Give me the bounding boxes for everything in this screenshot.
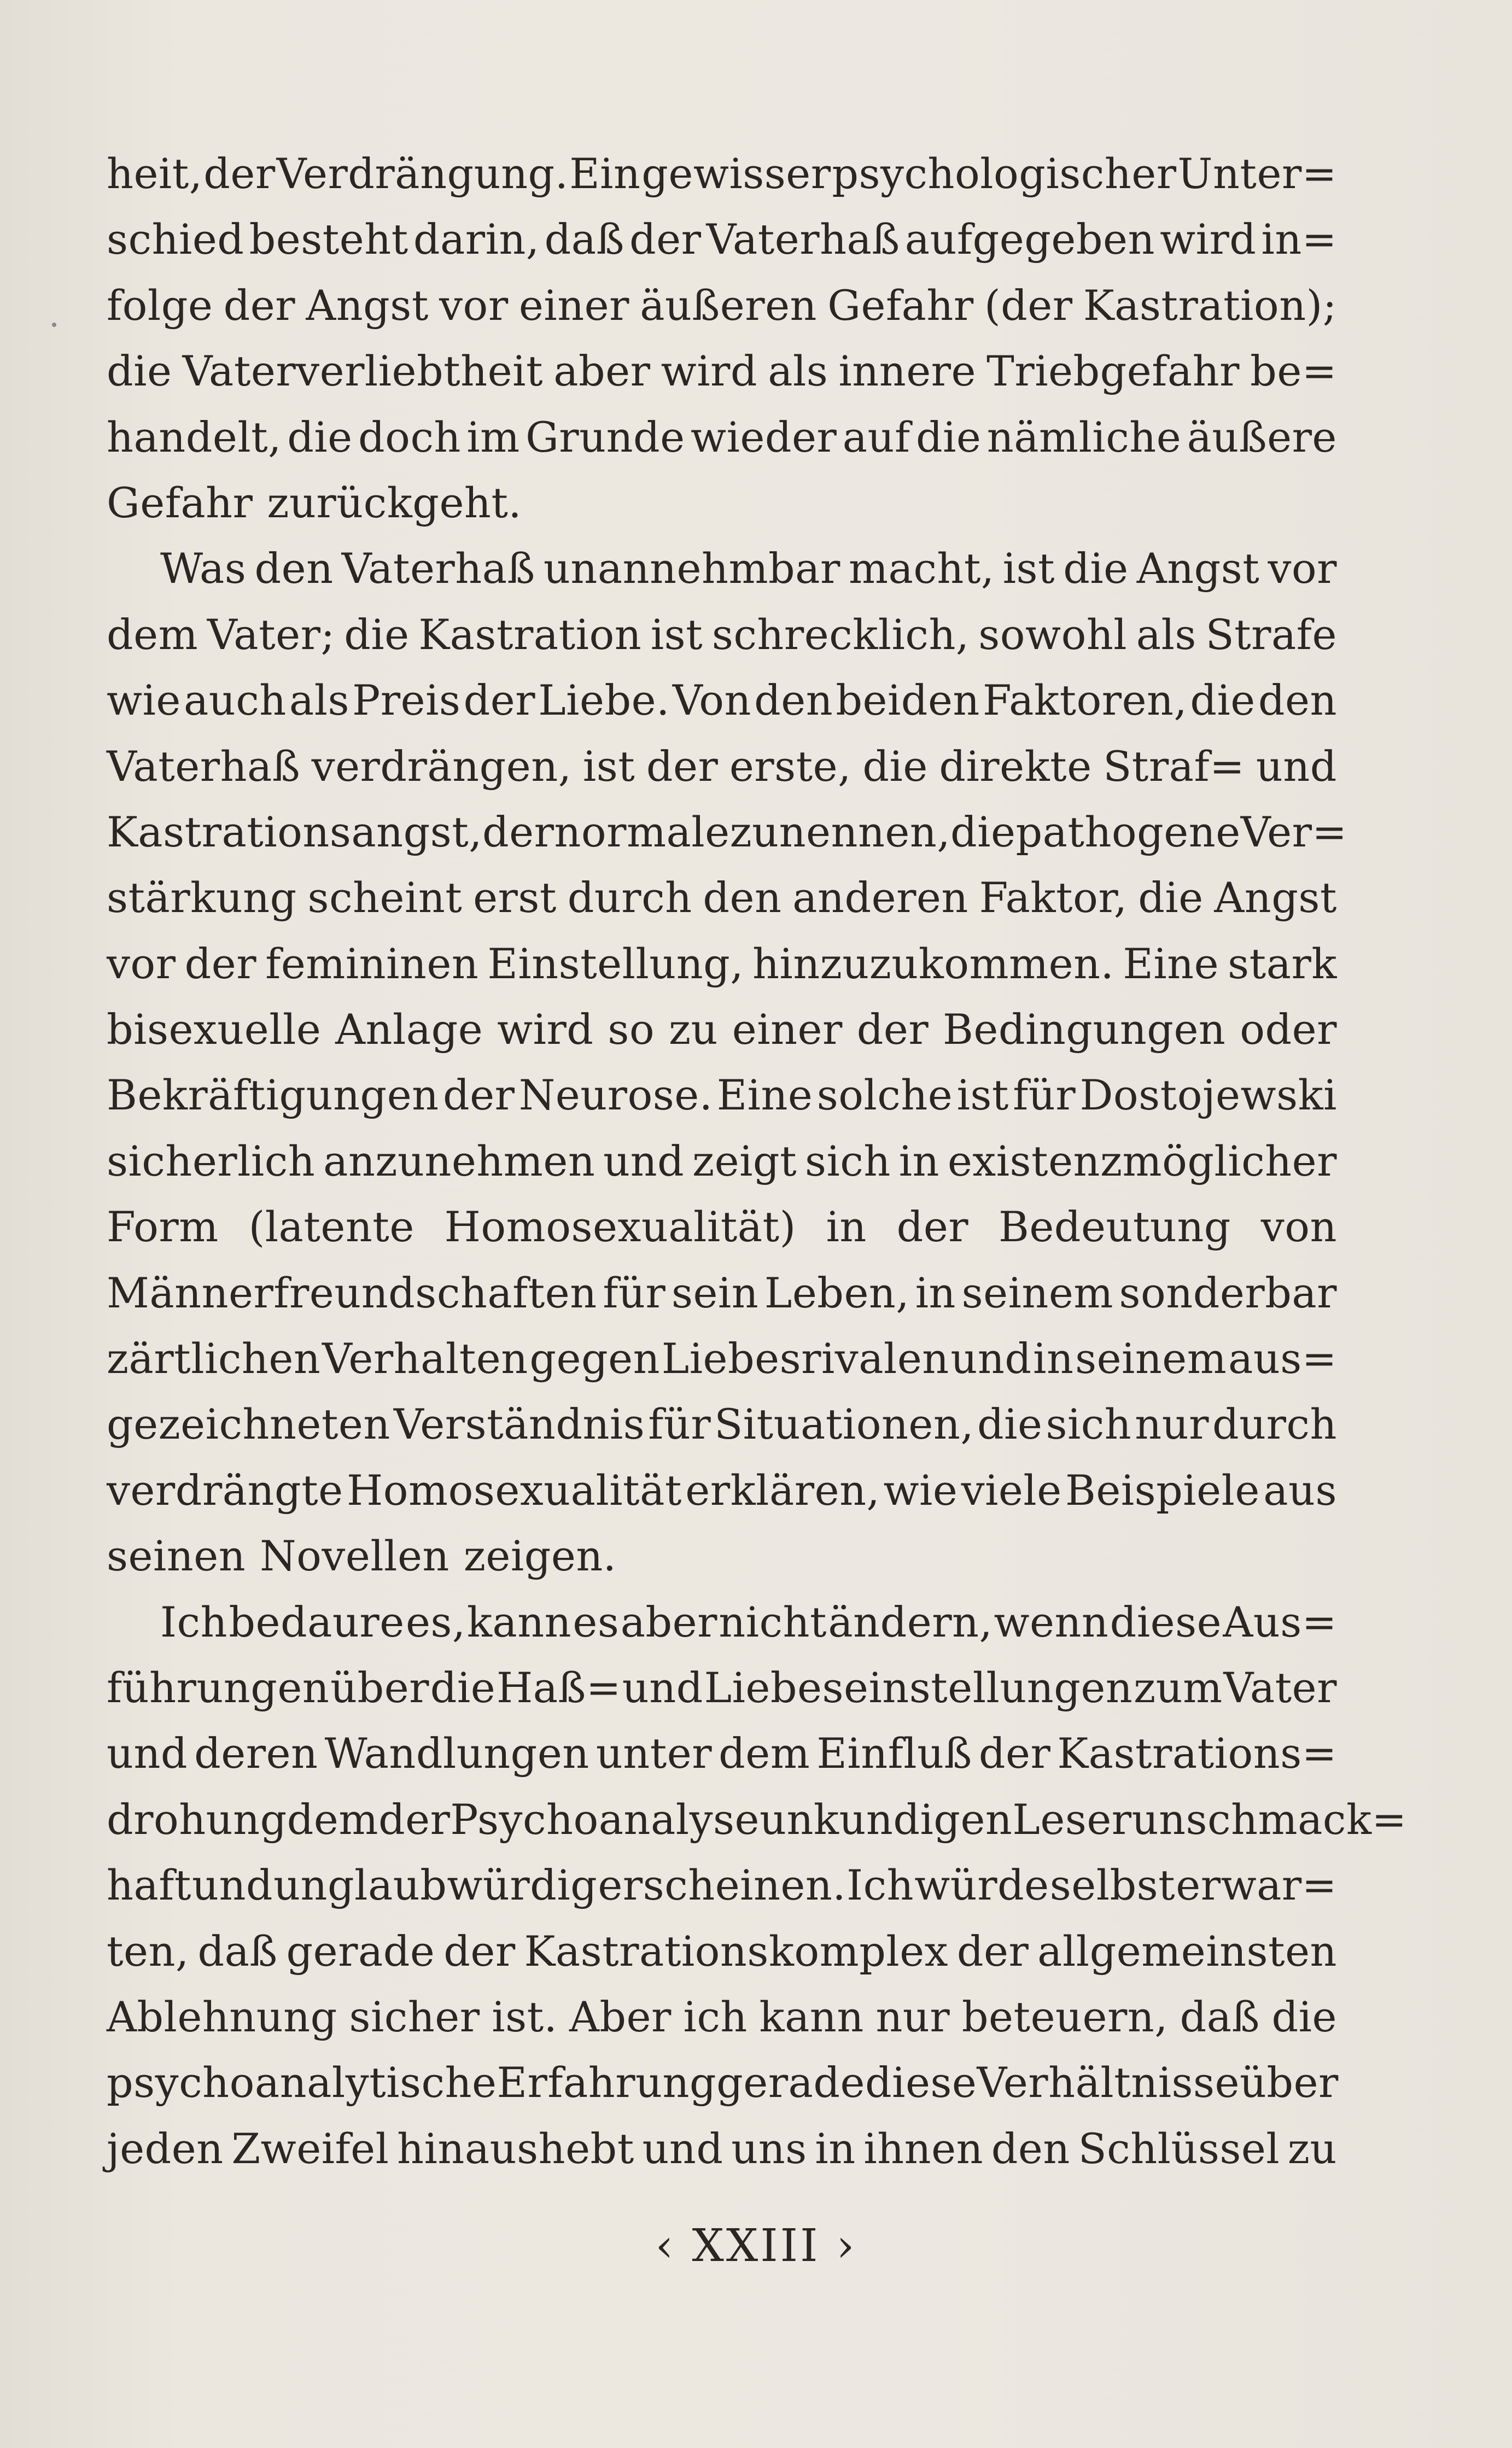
word: und (107, 1729, 188, 1778)
word: kann (759, 1992, 864, 2041)
text-line (107, 1721, 1337, 1786)
word: gerade (716, 2058, 865, 2107)
text-line (107, 1655, 1337, 1721)
word: die (1138, 873, 1204, 922)
word: äußeren (640, 281, 817, 330)
word: hinzuzukommen. (752, 939, 1114, 988)
word: Anlage (335, 1005, 483, 1054)
word: erst (473, 873, 557, 922)
word: und (622, 1663, 703, 1712)
word: in= (1261, 215, 1337, 264)
word: Vaterhaß (706, 215, 900, 264)
word: in (898, 1136, 939, 1185)
text-line (107, 1919, 1337, 1984)
word: dem (107, 610, 199, 659)
word: solche (816, 1071, 953, 1120)
text-line (107, 734, 1337, 799)
word: Homosexualität (346, 1465, 682, 1515)
word: der (184, 939, 257, 988)
word: der (442, 1071, 515, 1120)
word: Angst (306, 281, 429, 330)
word: Ablehnung (107, 1992, 337, 2041)
word: Preis (352, 676, 461, 725)
word: Was (160, 544, 247, 593)
word: für (648, 1400, 711, 1449)
word: Leser (1012, 1795, 1132, 1844)
word: der (978, 1729, 1051, 1778)
text-line (107, 2050, 1337, 2116)
word: und (1256, 741, 1337, 791)
word: zeigen. (463, 1532, 617, 1581)
word: zeigt (692, 1136, 797, 1185)
word: ist (582, 741, 635, 791)
word: Liebeseinstellungen (704, 1663, 1133, 1712)
word: dem (719, 1729, 810, 1778)
word: Männerfreundschaften (107, 1268, 597, 1317)
word: selbst (1049, 1861, 1176, 1910)
word: scheint (307, 873, 463, 922)
text-line (107, 1590, 1337, 1655)
word: aber (553, 347, 651, 396)
word: der (646, 741, 719, 791)
word: die (1063, 544, 1129, 593)
word: wie (107, 676, 181, 725)
word: sich (805, 1136, 891, 1185)
word: den (754, 676, 833, 725)
word: den (991, 2124, 1070, 2173)
word: vor (439, 281, 509, 330)
word: in (815, 2124, 856, 2173)
word: femininen (265, 939, 479, 988)
word: zurückgeht. (267, 478, 522, 527)
word: Psychoanalyse (450, 1795, 760, 1844)
text-line (107, 141, 1337, 207)
word: Erfahrung (497, 2058, 717, 2107)
word: unschmack= (1131, 1795, 1407, 1844)
word: die (977, 1400, 1043, 1449)
word: für (1013, 1071, 1076, 1120)
word: oder (1240, 1005, 1337, 1054)
word: Liebe. (538, 676, 670, 725)
word: be= (1250, 347, 1337, 396)
word: einer (518, 281, 629, 330)
word: zu (668, 1005, 718, 1054)
text-line (107, 207, 1337, 272)
word: Vaterhaß (107, 741, 301, 791)
text-line (107, 1787, 1407, 1853)
word: daß (544, 215, 624, 264)
word: bisexuelle (107, 1005, 322, 1054)
text-line (107, 1260, 1337, 1326)
word: sich (1046, 1400, 1132, 1449)
word: Kastration); (1083, 281, 1337, 330)
word: Angst (1136, 544, 1260, 593)
word: zu (1287, 2124, 1337, 2173)
word: Haß= (496, 1663, 622, 1712)
body-text (107, 141, 1407, 2182)
word: Kastration (418, 610, 642, 659)
text-line (107, 1194, 1337, 1260)
word: bedaure (229, 1597, 405, 1646)
word: den (703, 873, 782, 922)
word: es, (405, 1597, 466, 1646)
word: Aber (569, 1992, 672, 2041)
word: Einfluß (816, 1729, 972, 1778)
word: handelt, (107, 412, 282, 461)
word: als (768, 347, 828, 396)
word: Kastrationskomplex (524, 1926, 949, 1976)
text-line (107, 668, 1337, 733)
text-line (107, 405, 1337, 470)
word: diese (865, 2058, 977, 2107)
word: normale (554, 807, 730, 856)
word: es (573, 1597, 620, 1646)
word: doch (358, 412, 461, 461)
word: der (378, 1795, 451, 1844)
text-line (107, 602, 1337, 668)
word: aus (1263, 1465, 1337, 1515)
word: folge (107, 281, 213, 330)
word: ihnen (863, 2124, 984, 2173)
text-line (107, 997, 1337, 1062)
word: sowohl (978, 610, 1128, 659)
word: die (287, 412, 353, 461)
word: Vaterhaß (341, 544, 535, 593)
word: nur (1135, 1400, 1209, 1449)
word: aufgegeben (904, 215, 1155, 264)
word: Verständnis (393, 1400, 645, 1449)
word: jeden (107, 2124, 224, 2173)
word: Wandlungen (324, 1729, 589, 1778)
word: und (192, 1861, 273, 1910)
word: die (1190, 676, 1256, 725)
word: Situationen, (714, 1400, 974, 1449)
word: den (254, 544, 334, 593)
word: Ich (160, 1597, 228, 1646)
word: in (826, 1202, 867, 1252)
word: anderen (792, 873, 968, 922)
word: Ein (569, 149, 641, 198)
word: kann (466, 1597, 572, 1646)
word: ändern, (828, 1597, 993, 1646)
word: Vater; (207, 610, 335, 659)
word: nämliche (986, 412, 1182, 461)
word: hinaushebt (397, 2124, 634, 2173)
word: beiden (836, 676, 980, 725)
text-line (107, 2116, 1337, 2182)
word: ten, (107, 1926, 189, 1976)
word: besteht (249, 215, 408, 264)
word: Kastrationsangst, (107, 807, 482, 856)
word: sonderbar (1119, 1268, 1337, 1317)
word: wird (661, 347, 757, 396)
word: macht, (848, 544, 995, 593)
word: verdrängte (107, 1465, 343, 1515)
word: auf (842, 412, 910, 461)
word: die (915, 412, 982, 461)
word: schrecklich, (711, 610, 970, 659)
word: Eine (1123, 939, 1219, 988)
word: vor (1268, 544, 1337, 593)
text-line (107, 1458, 1337, 1523)
text-line (107, 1523, 1337, 1589)
word: seinen (107, 1532, 246, 1581)
word: so (608, 1005, 655, 1054)
word: Liebesrivalen (661, 1334, 949, 1383)
word: seinem (961, 1268, 1113, 1317)
word: wie (883, 1465, 958, 1515)
word: verdrängen, (311, 741, 572, 791)
word: existenzmöglicher (947, 1136, 1337, 1185)
word: psychologischer (832, 149, 1177, 198)
word: ist (956, 1071, 1009, 1120)
word: ist. (492, 1992, 558, 2041)
word: aber (620, 1597, 717, 1646)
word: Verhalten (322, 1334, 528, 1383)
word: in (1033, 1334, 1074, 1383)
word: von (1260, 1202, 1337, 1252)
text-line (107, 1062, 1337, 1128)
word: Vaterverliebtheit (182, 347, 543, 396)
word: Schlüssel (1078, 2124, 1280, 2173)
word: erscheinen. (598, 1861, 847, 1910)
word: Bedingungen (943, 1005, 1226, 1054)
word: in (915, 1268, 956, 1317)
word: wird (1160, 215, 1257, 264)
word: stärkung (107, 873, 297, 922)
word: Gefahr (107, 478, 253, 527)
word: der (629, 215, 702, 264)
word: durch (567, 873, 692, 922)
word: beteuern, (961, 1992, 1168, 2041)
text-line (107, 799, 1347, 865)
word: die (344, 610, 410, 659)
word: über (1239, 2058, 1339, 2107)
text-line (107, 273, 1337, 338)
word: Neurose. (518, 1071, 713, 1120)
word: daß (1180, 1992, 1260, 2041)
word: führungen (107, 1663, 330, 1712)
word: Faktor, (979, 873, 1128, 922)
word: Von (672, 676, 751, 725)
word: psychoanalytische (107, 2058, 497, 2107)
word: über (330, 1663, 429, 1712)
word: Vater (1223, 1663, 1337, 1712)
word: Unter= (1177, 149, 1337, 198)
word: Eine (716, 1071, 813, 1120)
word: zum (1134, 1663, 1223, 1712)
word: Bedeutung (998, 1202, 1231, 1252)
word: gewisser (641, 149, 831, 198)
word: durch (1212, 1400, 1337, 1449)
word: sicherlich (107, 1136, 316, 1185)
word: gezeichneten (107, 1400, 390, 1449)
word: der (482, 807, 554, 856)
word: gerade (286, 1926, 435, 1976)
word: deren (194, 1729, 318, 1778)
word: als (1136, 610, 1196, 659)
text-line (107, 1129, 1337, 1194)
word: und (642, 2124, 723, 2173)
word: den (1258, 676, 1337, 725)
word: würde (914, 1861, 1049, 1910)
word: wieder (691, 412, 837, 461)
word: Verdrängung. (276, 149, 569, 198)
text-line (107, 338, 1337, 404)
word: der (896, 1202, 969, 1252)
word: einer (732, 1005, 843, 1054)
word: Form (107, 1202, 219, 1252)
word: zärtlichen (107, 1334, 321, 1383)
word: auch (183, 676, 287, 725)
text-line (107, 1326, 1337, 1392)
word: ist (650, 610, 703, 659)
word: Homosexualität) (444, 1202, 796, 1252)
word: Einstellung, (487, 939, 744, 988)
word: wenn (994, 1597, 1109, 1646)
print-speck (52, 323, 56, 327)
word: Aus= (1223, 1597, 1337, 1646)
text-line (107, 1984, 1337, 2050)
word: uns (731, 2124, 807, 2173)
word: Dostojewski (1079, 1071, 1337, 1120)
word: (der (984, 281, 1073, 330)
word: allgemeinsten (1037, 1926, 1337, 1976)
word: der (463, 676, 536, 725)
word: Angst (1214, 873, 1337, 922)
word: schied (107, 215, 244, 264)
word: drohung (107, 1795, 287, 1844)
word: (latente (248, 1202, 415, 1252)
word: Bekräftigungen (107, 1071, 439, 1120)
word: haft (107, 1861, 191, 1910)
word: die (1271, 1992, 1337, 2041)
word: nennen, (779, 807, 951, 856)
word: der (443, 1926, 516, 1976)
word: dem (287, 1795, 378, 1844)
word: seinem (1075, 1334, 1227, 1383)
word: stark (1228, 939, 1337, 988)
word: ist (1002, 544, 1055, 593)
word: sicher (349, 1992, 480, 2041)
word: viele (961, 1465, 1062, 1515)
page-number: ‹ XXIII › (655, 2220, 857, 2272)
word: darin, (413, 215, 540, 264)
word: die (862, 741, 928, 791)
word: der (223, 281, 296, 330)
word: diese (1110, 1597, 1222, 1646)
word: wird (497, 1005, 594, 1054)
word: äußere (1187, 412, 1337, 461)
word: der (856, 1005, 929, 1054)
word: Triebgefahr (986, 347, 1240, 396)
word: direkte (939, 741, 1092, 791)
word: als (289, 676, 350, 725)
word: die (430, 1663, 496, 1712)
word: unter (596, 1729, 713, 1778)
word: anzunehmen (323, 1136, 596, 1185)
word: Faktoren, (983, 676, 1188, 725)
word: aus= (1228, 1334, 1337, 1383)
word: die (107, 347, 172, 396)
word: Kastrations= (1057, 1729, 1337, 1778)
word: nur (875, 1992, 950, 2041)
word: sein (671, 1268, 759, 1317)
word: erklären, (685, 1465, 880, 1515)
text-line (107, 931, 1337, 997)
word: Grunde (526, 412, 685, 461)
text-line (107, 1853, 1337, 1918)
word: für (603, 1268, 666, 1317)
word: Gefahr (827, 281, 974, 330)
text-line (107, 470, 1337, 536)
word: vor (107, 939, 176, 988)
word: unannehmbar (543, 544, 840, 593)
word: unkundigen (760, 1795, 1013, 1844)
word: gegen (529, 1334, 661, 1383)
word: daß (197, 1926, 278, 1976)
text-line (107, 536, 1337, 601)
word: zu (729, 807, 779, 856)
text-line (107, 1392, 1337, 1457)
word: Ich (847, 1861, 914, 1910)
word: Strafe (1205, 610, 1337, 659)
word: Novellen (260, 1532, 449, 1581)
word: pathogene (1015, 807, 1241, 856)
word: erste, (729, 741, 851, 791)
word: heit, (107, 149, 203, 198)
word: der (956, 1926, 1029, 1976)
word: unglaubwürdig (273, 1861, 598, 1910)
word: Verhältnisse (977, 2058, 1240, 2107)
word: und (603, 1136, 685, 1185)
word: Ver= (1240, 807, 1347, 856)
word: die (950, 807, 1016, 856)
word: ich (683, 1992, 748, 2041)
word: Leben, (764, 1268, 910, 1317)
word: nicht (719, 1597, 827, 1646)
text-line (107, 865, 1337, 931)
word: und (950, 1334, 1032, 1383)
word: innere (838, 347, 976, 396)
word: Zweifel (231, 2124, 389, 2173)
word: der (203, 149, 276, 198)
word: Beispiele (1065, 1465, 1260, 1515)
word: im (466, 412, 520, 461)
word: erwar= (1176, 1861, 1337, 1910)
word: Straf= (1103, 741, 1245, 791)
